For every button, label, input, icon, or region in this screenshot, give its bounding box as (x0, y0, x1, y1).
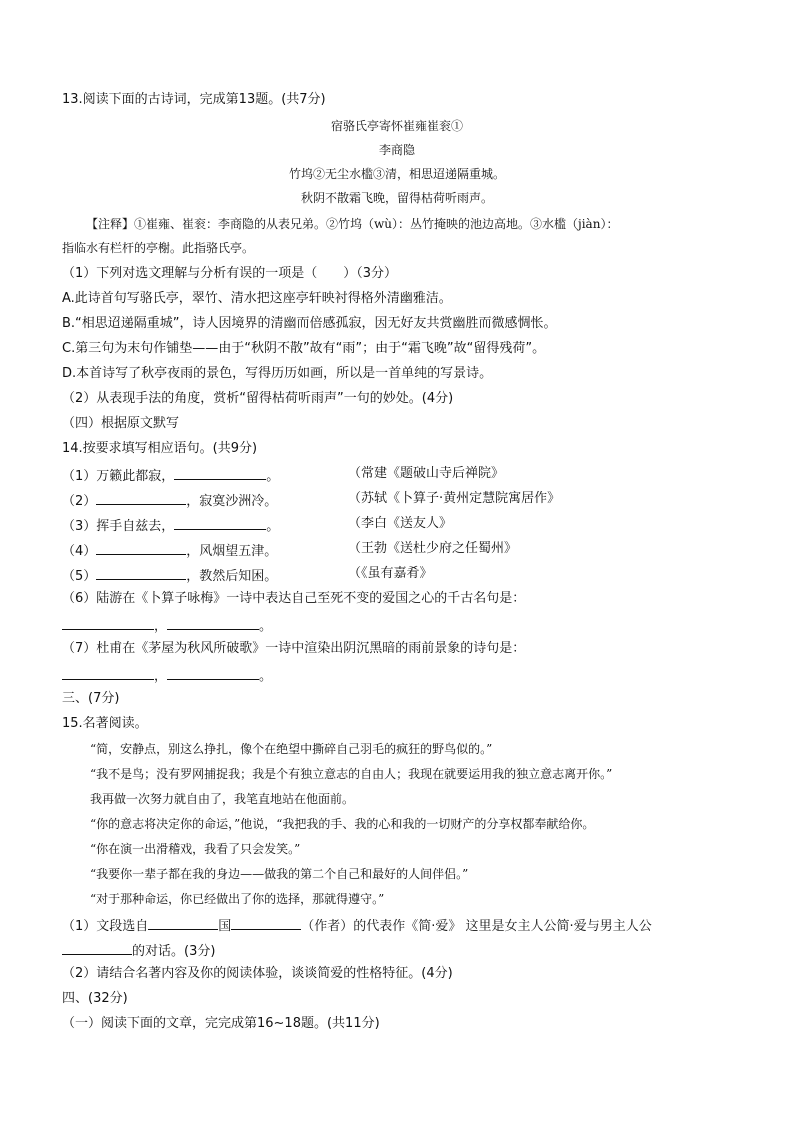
q13-option-b: B.“相思迢递隔重城”，诗人因境界的清幽而倍感孤寂，因无好友共赏幽胜而微感惆怅。 (62, 316, 557, 331)
answer-blank[interactable] (167, 666, 259, 680)
q15-passage-para-7: “对于那种命运，你已经做出了你的选择，那就得遵守。” (90, 892, 385, 906)
answer-blank[interactable] (62, 616, 154, 630)
q15-sub2: （2）请结合名著内容及你的阅读体验，谈谈简爱的性格特征。(4分) (62, 966, 453, 981)
q15-passage-para-3: 我再做一次努力就自由了，我笔直地站在他面前。 (90, 792, 355, 806)
q13-option-d: D.本首诗写了秋亭夜雨的景色，写得历历如画，所以是一首单纯的写景诗。 (62, 366, 493, 381)
answer-blank[interactable] (231, 916, 301, 930)
answer-blank[interactable] (62, 666, 154, 680)
poem-line-1: 竹坞②无尘水槛③清，相思迢递隔重城。 (288, 167, 505, 181)
q14-item-4: （4） ，风烟望五津。 (62, 541, 277, 560)
answer-blank[interactable] (174, 466, 266, 480)
poem-note-line-2: 指临水有栏杆的亭榭。此指骆氏亭。 (62, 241, 255, 255)
answer-blank[interactable] (62, 941, 132, 955)
section-4-recitation-heading: （四）根据原文默写 (62, 416, 180, 431)
answer-blank[interactable] (167, 616, 259, 630)
section-3-heading: 三、(7分) (62, 691, 120, 706)
answer-blank[interactable] (174, 516, 266, 530)
q13-option-c: C.第三句为末句作铺垫——由于“秋阴不散”故有“雨”；由于“霜飞晚”故“留得残荷”。 (62, 341, 546, 356)
q13-heading: 13.阅读下面的古诗词，完成第13题。(共7分) (62, 92, 326, 107)
q13-sub1: （1）下列对选文理解与分析有误的一项是（ ）（3分） (62, 266, 398, 281)
q15-sub1: （1）文段选自 国 （作者）的代表作《简·爱》 这里是女主人公简·爱与男主人公 (62, 916, 652, 935)
poem-title: 宿骆氏亭寄怀崔雍崔衮① (330, 119, 463, 133)
q14-item-3-source: （李白《送友人》 (348, 516, 453, 531)
q15-passage-para-5: “你在演一出滑稽戏，我看了只会发笑。” (90, 842, 301, 856)
q15-heading: 15.名著阅读。 (62, 716, 148, 731)
answer-blank[interactable] (96, 566, 186, 580)
poem-author: 李商隐 (378, 143, 415, 157)
q14-item-5: （5） ，教然后知困。 (62, 566, 277, 585)
q14-item-7: （7）杜甫在《茅屋为秋风所破歌》一诗中渲染出阴沉黑暗的雨前景象的诗句是： (62, 641, 526, 656)
q15-passage-para-4: “你的意志将决定你的命运，”他说，“我把我的手、我的心和我的一切财产的分享权都奉献给你。 (90, 817, 595, 831)
section-4-part-1-heading: （一）阅读下面的文章，完完成第16~18题。(共11分) (62, 1016, 380, 1031)
answer-blank[interactable] (148, 916, 218, 930)
q15-sub1-continued: 的对话。(3分) (62, 941, 215, 960)
q14-item-4-source: （王勃《送杜少府之任蜀州》 (348, 541, 518, 556)
q14-item-3: （3）挥手自兹去， 。 (62, 516, 279, 535)
q14-item-1: （1）万籁此都寂， 。 (62, 466, 279, 485)
q14-heading: 14.按要求填写相应语句。(共9分) (62, 441, 258, 456)
q14-item-7-answer: ， 。 (62, 666, 272, 685)
q14-item-6-answer: ， 。 (62, 616, 272, 635)
q15-passage-para-2: “我不是鸟；没有罗网捕捉我；我是个有独立意志的自由人；我现在就要运用我的独立意志离开你。” (90, 767, 613, 781)
q13-sub2: （2）从表现手法的角度，赏析“留得枯荷听雨声”一句的妙处。(4分) (62, 391, 454, 406)
q14-item-2: （2） ，寂寞沙洲冷。 (62, 491, 277, 510)
q14-item-5-source: （《虽有嘉肴》 (348, 566, 433, 581)
poem-line-2: 秋阴不散霜飞晚，留得枯荷听雨声。 (300, 191, 493, 205)
section-4-heading: 四、(32分) (62, 991, 128, 1006)
answer-blank[interactable] (96, 491, 186, 505)
q14-item-6: （6）陆游在《卜算子咏梅》一诗中表达自己至死不变的爱国之心的千古名句是： (62, 591, 526, 606)
answer-blank[interactable] (96, 541, 186, 555)
q13-option-a: A.此诗首句写骆氏亭，翠竹、清水把这座亭轩映衬得格外清幽雅洁。 (62, 291, 452, 306)
q14-item-1-source: （常建《题破山寺后禅院》 (348, 466, 505, 481)
poem-note-line-1: 【注释】①崔雍、崔衮：李商隐的从表兄弟。②竹坞（wù）：丛竹掩映的池边高地。③水槛（jiàn）： (86, 217, 619, 231)
q14-item-2-source: （苏轼《卜算子·黄州定慧院寓居作》 (348, 491, 561, 506)
q15-passage-para-6: “我要你一辈子都在我的身边——做我的第二个自己和最好的人间伴侣。” (90, 867, 469, 881)
q15-passage-para-1: “简，安静点，别这么挣扎，像个在绝望中撕碎自己羽毛的疯狂的野鸟似的。” (90, 742, 493, 756)
